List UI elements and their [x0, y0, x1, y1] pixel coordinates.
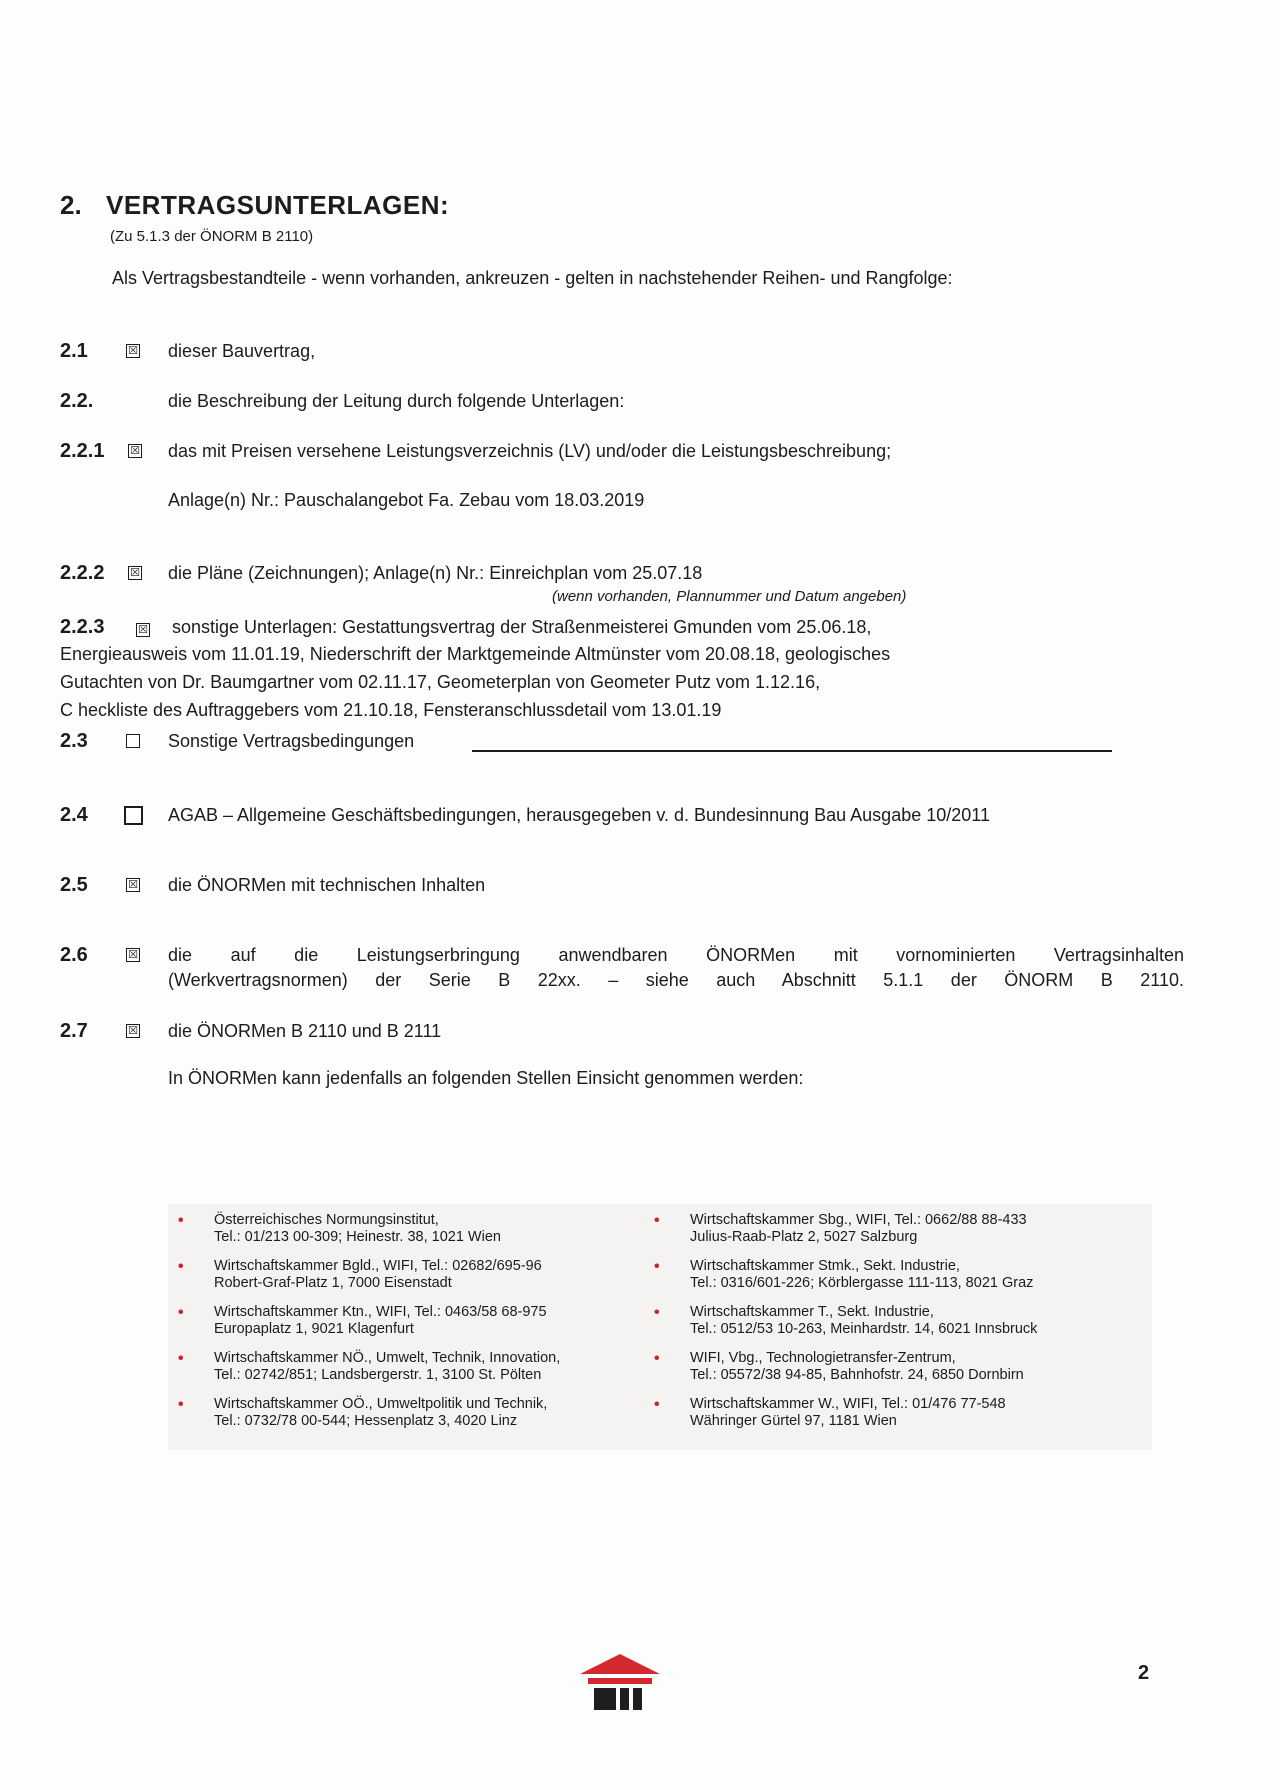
bullet: • [178, 1350, 184, 1367]
checkbox-checked[interactable]: ☒ [126, 878, 140, 892]
item-text: die Pläne (Zeichnungen); Anlage(n) Nr.: Einreichplan vom 25.07.18 [168, 563, 703, 583]
bullet: • [178, 1258, 184, 1275]
bullet: • [654, 1350, 660, 1367]
item-2-7 [60, 1020, 442, 1043]
item-2-6-text-line-2: (Werkvertragsnormen) der Serie B 22xx. – siehe auch Abschnitt 5.1.1 der ÖNORM B 2110. [168, 970, 1184, 990]
plan-note: (wenn vorhanden, Plannummer und Datum angeben) [552, 588, 907, 605]
contact-item: • Wirtschaftskammer OÖ., Umweltpolitik und Technik, Tel.: 0732/78 00-544; Hessenplatz 3, 4020 Linz [178, 1396, 548, 1429]
section-heading [60, 190, 449, 221]
bullet: • [178, 1396, 184, 1413]
checkbox-checked[interactable]: ☒ [128, 444, 142, 458]
contact-item: • Wirtschaftskammer Bgld., WIFI, Tel.: 02682/695-96 Robert-Graf-Platz 1, 7000 Eisenstadt [178, 1258, 542, 1291]
checkbox-unchecked[interactable] [126, 734, 140, 748]
inspection-locations [168, 1204, 1152, 1450]
item-number: 2.1 [60, 340, 88, 362]
item-2-2-1 [60, 440, 892, 463]
contact-item: • Österreichisches Normungsinstitut, Tel.: 01/213 00-309; Heinestr. 38, 1021 Wien [178, 1212, 501, 1245]
checkbox-checked[interactable]: ☒ [126, 344, 140, 358]
item-text: das mit Preisen versehene Leistungsverzeichnis (LV) und/oder die Leistungsbeschreibung; [168, 441, 892, 461]
logo-block-left [594, 1688, 616, 1710]
page-number: 2 [1138, 1662, 1150, 1684]
contact-item: • Wirtschaftskammer T., Sekt. Industrie, Tel.: 0512/53 10-263, Meinhardstr. 14, 6021 Innsbruck [654, 1304, 1038, 1337]
bullet: • [654, 1304, 660, 1321]
item-number: 2.6 [60, 944, 88, 966]
checkbox-unchecked[interactable] [124, 806, 143, 825]
bundesinnung-logo [580, 1654, 660, 1712]
item-2-6 [60, 944, 138, 967]
item-text: Sonstige Vertragsbedingungen [168, 731, 415, 751]
item-text: sonstige Unterlagen: Gestattungsvertrag der Straßenmeisterei Gmunden vom 25.06.18, [172, 617, 872, 637]
checkbox-checked[interactable]: ☒ [126, 948, 140, 962]
logo-roof [580, 1654, 660, 1674]
logo-block-mid [620, 1688, 629, 1710]
item-2-4 [60, 804, 990, 827]
item-number: 2.2. [60, 390, 94, 412]
item-number: 2.4 [60, 804, 88, 826]
contact-item: • Wirtschaftskammer Stmk., Sekt. Industrie, Tel.: 0316/601-226; Körblergasse 111-113, 8021 Graz [654, 1258, 1034, 1291]
item-number: 2.2.1 [60, 440, 105, 462]
item-2-2-3 [60, 616, 872, 639]
other-documents-line-2: Energieausweis vom 11.01.19, Niederschrift der Marktgemeinde Altmünster vom 20.08.18, geologisches [60, 644, 891, 664]
attachment-line: Anlage(n) Nr.: Pauschalangebot Fa. Zebau vom 18.03.2019 [168, 490, 645, 510]
logo-block-right [633, 1688, 642, 1710]
item-number: 2.7 [60, 1020, 88, 1042]
contact-item: • Wirtschaftskammer W., WIFI, Tel.: 01/476 77-548 Währinger Gürtel 97, 1181 Wien [654, 1396, 1006, 1429]
bullet: • [654, 1258, 660, 1275]
checkbox-checked[interactable]: ☒ [126, 1024, 140, 1038]
item-2-3 [60, 730, 415, 753]
intro-text: Als Vertragsbestandteile - wenn vorhanden, ankreuzen - gelten in nachstehender Reihen- und Rangfolge: [112, 268, 953, 288]
bullet: • [654, 1396, 660, 1413]
item-text: die Beschreibung der Leitung durch folgende Unterlagen: [168, 391, 625, 411]
item-text: AGAB – Allgemeine Geschäftsbedingungen, herausgegeben v. d. Bundesinnung Bau Ausgabe 10/2011 [168, 805, 990, 825]
item-number: 2.2.3 [60, 616, 105, 638]
bullet: • [654, 1212, 660, 1229]
bullet: • [178, 1212, 184, 1229]
contacts-left-column [168, 1212, 638, 1442]
item-2-2 [60, 390, 625, 413]
item-text: dieser Bauvertrag, [168, 341, 316, 361]
checkbox-checked[interactable]: ☒ [128, 566, 142, 580]
item-2-5 [60, 874, 486, 897]
fill-in-line[interactable] [472, 750, 1112, 752]
contacts-right-column [644, 1212, 1114, 1442]
item-2-2-2 [60, 562, 703, 585]
contact-item: • Wirtschaftskammer Ktn., WIFI, Tel.: 0463/58 68-975 Europaplatz 1, 9021 Klagenfurt [178, 1304, 547, 1337]
item-2-1 [60, 340, 316, 363]
item-text: die ÖNORMen mit technischen Inhalten [168, 875, 486, 895]
other-documents-line-3: Gutachten von Dr. Baumgartner vom 02.11.17, Geometerplan von Geometer Putz vom 1.12.16, [60, 672, 821, 692]
contact-item: • Wirtschaftskammer NÖ., Umwelt, Technik, Innovation, Tel.: 02742/851; Landsbergerstr. 1, 3100 St. Pölten [178, 1350, 561, 1383]
other-documents-line-4: C heckliste des Auftraggebers vom 21.10.18, Fensteranschlussdetail vom 13.01.19 [60, 700, 722, 720]
logo-band [588, 1678, 652, 1684]
section-title: VERTRAGSUNTERLAGEN: [106, 190, 450, 220]
bullet: • [178, 1304, 184, 1321]
section-number: 2. [60, 190, 82, 220]
checkbox-checked[interactable]: ☒ [136, 623, 150, 637]
contact-item: • Wirtschaftskammer Sbg., WIFI, Tel.: 0662/88 88-433 Julius-Raab-Platz 2, 5027 Salzburg [654, 1212, 1027, 1245]
item-number: 2.5 [60, 874, 88, 896]
inspection-note: In ÖNORMen kann jedenfalls an folgenden Stellen Einsicht genommen werden: [168, 1068, 804, 1088]
item-number: 2.2.2 [60, 562, 105, 584]
section-reference: (Zu 5.1.3 der ÖNORM B 2110) [110, 228, 314, 245]
contact-item: • WIFI, Vbg., Technologietransfer-Zentrum, Tel.: 05572/38 94-85, Bahnhofstr. 24, 6850 Dornbirn [654, 1350, 1024, 1383]
item-text: die ÖNORMen B 2110 und B 2111 [168, 1021, 442, 1041]
item-2-6-text: die auf die Leistungserbringung anwendbaren ÖNORMen mit vornominierten Vertragsinhalten [168, 945, 1184, 965]
item-number: 2.3 [60, 730, 88, 752]
